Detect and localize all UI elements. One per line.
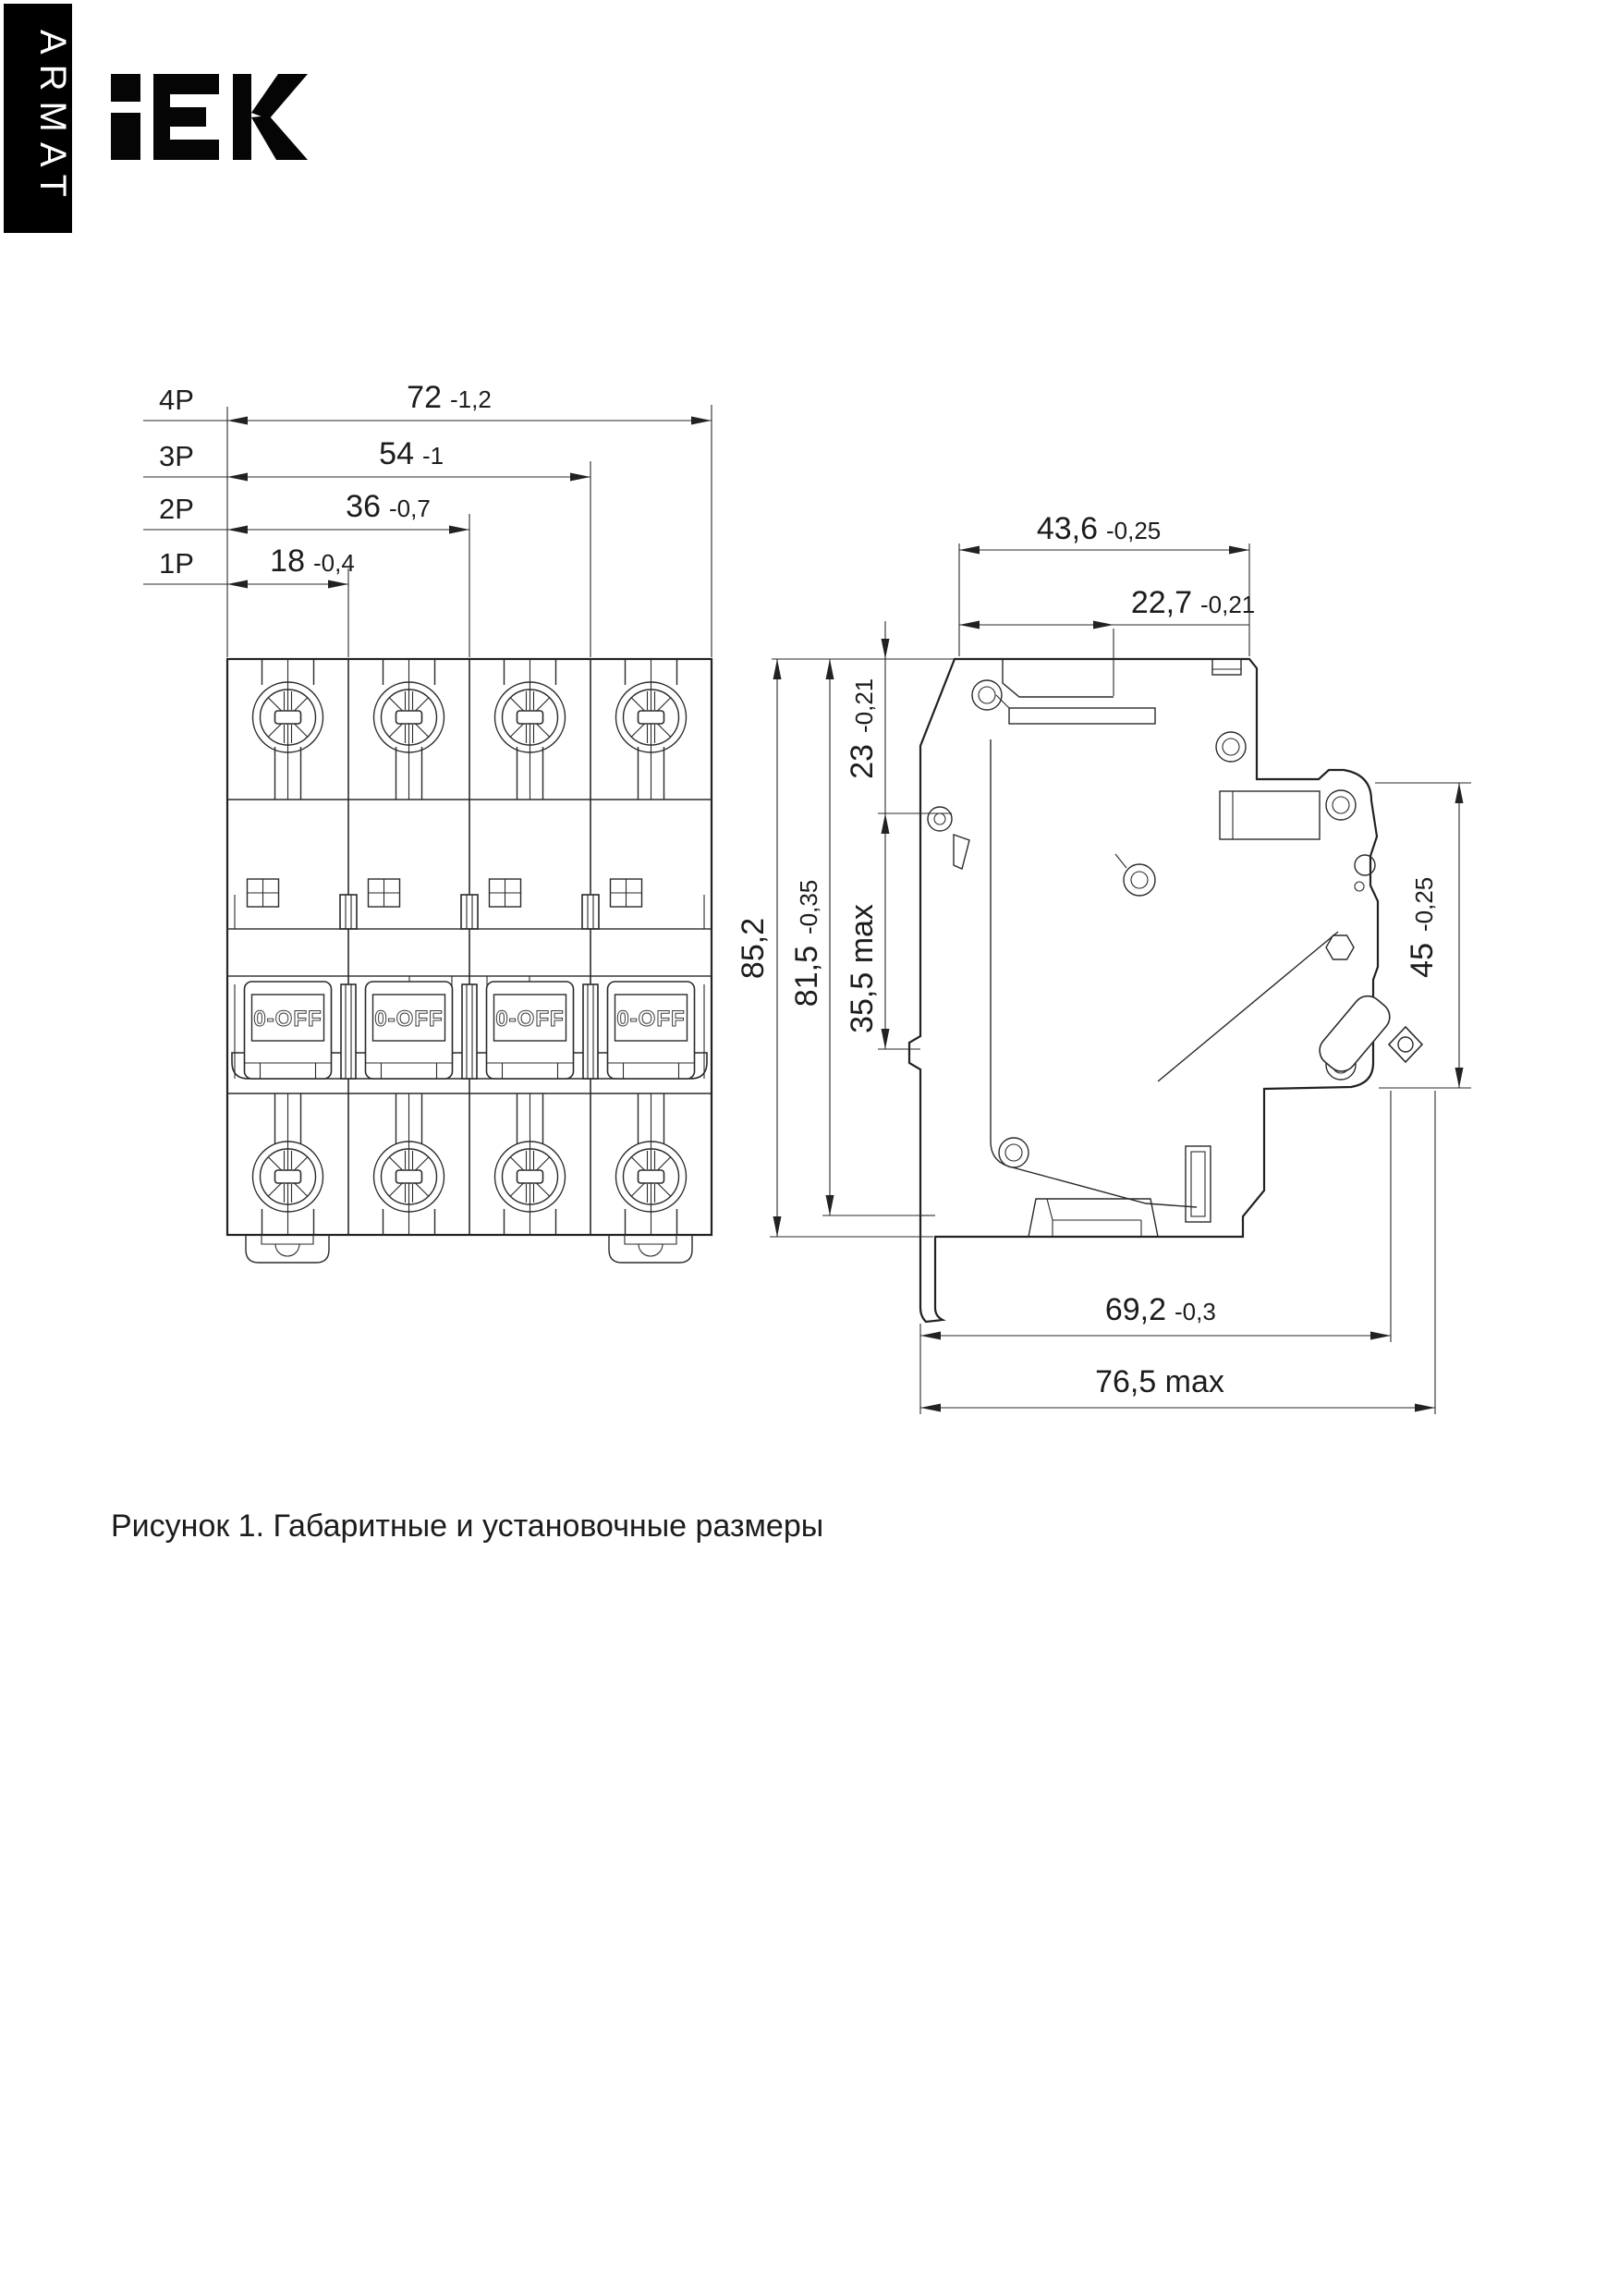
toggle-pole-1 xyxy=(245,982,332,1079)
side-view-dimensions xyxy=(736,511,1471,1414)
toggle-pole-2 xyxy=(366,982,453,1079)
pole-count-label-2p: 2P xyxy=(159,493,194,525)
dim-din-height-tol: -0,35 xyxy=(795,879,822,934)
dim-top-offset-value: 22,7 xyxy=(1130,585,1192,620)
toggle-state-label: 0-OFF xyxy=(374,1007,444,1032)
dim-depth-value: 69,2 xyxy=(1104,1292,1166,1327)
dim-width-1p-value: 18 xyxy=(270,543,305,579)
pole-count-label-4p: 4P xyxy=(159,384,194,416)
rivets xyxy=(972,680,1356,1167)
dim-top-width-value: 43,6 xyxy=(1036,511,1098,546)
pole-count-label-1p: 1P xyxy=(159,547,194,580)
front-view-breaker xyxy=(227,659,712,1263)
dim-depth-max-value: 76,5 max xyxy=(1095,1364,1224,1399)
side-view-breaker xyxy=(909,659,1422,1322)
dim-depth-tol: -0,3 xyxy=(1175,1298,1216,1325)
dim-width-1p-tol: -0,4 xyxy=(313,549,355,577)
figure-caption: Рисунок 1. Габаритные и установочные размеры xyxy=(111,1508,824,1544)
dim-width-4p-value: 72 xyxy=(407,380,442,415)
iek-logo xyxy=(111,74,308,160)
dim-width-2p-tol: -0,7 xyxy=(389,495,431,522)
dim-latch-top-tol: -0,21 xyxy=(850,678,878,733)
dim-width-3p-tol: -1 xyxy=(422,442,444,470)
dim-top-offset-tol: -0,21 xyxy=(1200,591,1256,618)
dim-din-height-value: 81,5 xyxy=(789,946,824,1008)
toggle-pole-3 xyxy=(487,982,574,1079)
dim-width-4p-tol: -1,2 xyxy=(450,385,492,413)
side-toggle-lever xyxy=(1314,990,1422,1077)
toggle-pole-4 xyxy=(608,982,695,1079)
dim-front-height-tol: -0,25 xyxy=(1410,876,1438,932)
dim-width-3p-value: 54 xyxy=(379,436,414,471)
side-view-outline xyxy=(909,659,1378,1322)
dim-latch-top-value: 23 xyxy=(845,744,880,779)
armat-series-label: ARMAT xyxy=(32,29,73,208)
brand-sidebar xyxy=(4,4,73,233)
dim-latch-travel-value: 35,5 max xyxy=(845,904,880,1033)
front-view-dimensions xyxy=(143,380,712,657)
dim-width-2p-value: 36 xyxy=(346,489,381,524)
dim-top-width-tol: -0,25 xyxy=(1106,517,1162,544)
toggle-state-label: 0-OFF xyxy=(616,1007,686,1032)
din-rail-clips-front xyxy=(246,1235,692,1263)
dim-front-height-value: 45 xyxy=(1405,943,1440,978)
dim-total-height-value: 85,2 xyxy=(736,917,771,980)
pole-count-label-3p: 3P xyxy=(159,440,194,472)
toggle-state-label: 0-OFF xyxy=(253,1007,323,1032)
toggle-state-label: 0-OFF xyxy=(495,1007,565,1032)
